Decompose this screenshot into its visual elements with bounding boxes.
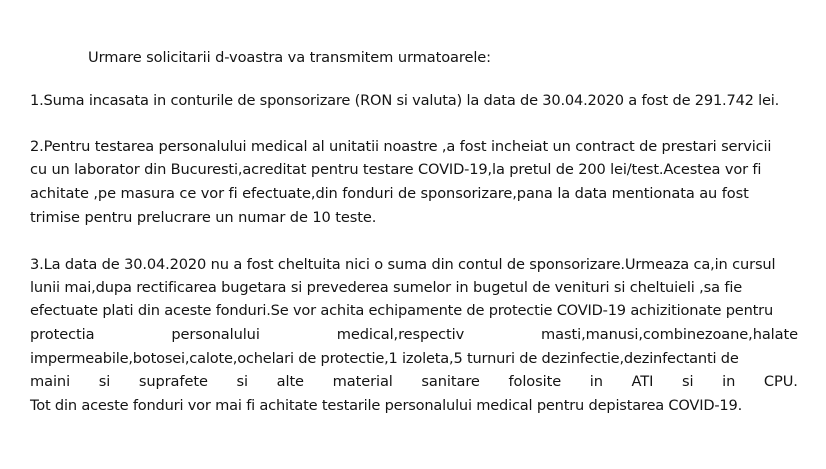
paragraph-1-line-1: 1.Suma incasata in conturile de sponsorizare (RON si valuta) la data de 30.04.2020 a fost de 291.742 lei. — [30, 92, 780, 109]
paragraph-2-line-4: trimise pentru prelucrare un numar de 10 teste. — [30, 209, 377, 226]
word: alte — [276, 373, 304, 390]
word: masti,manusi,combinezoane,halate — [541, 326, 798, 343]
word: si — [681, 373, 694, 390]
word: si — [236, 373, 248, 390]
paragraph-3-line-4 — [30, 326, 798, 344]
word: material — [332, 373, 393, 390]
word: folosite — [508, 373, 562, 390]
paragraph-3-line-2: lunii mai,dupa rectificarea bugetara si prevederea sumelor in bugetul de venituri si cheltuieli ,sa fie — [30, 279, 743, 296]
paragraph-2-line-2: cu un laborator din Bucuresti,acreditat pentru testare COVID-19,la pretul de 200 lei/test.Acestea vor fi — [30, 161, 762, 178]
paragraph-2-line-1: 2.Pentru testarea personalului medical al unitatii noastre ,a fost incheiat un contract de prestari servicii — [30, 138, 772, 155]
paragraph-3-line-3: efectuate plati din aceste fonduri.Se vor achita echipamente de protectie COVID-19 achizitionate pentru — [30, 302, 773, 319]
paragraph-2-line-3: achitate ,pe masura ce vor fi efectuate,din fonduri de sponsorizare,pana la data mentionata au fost — [30, 185, 749, 202]
word: medical,respectiv — [336, 326, 465, 343]
word: si — [98, 373, 111, 390]
word: in — [722, 373, 736, 390]
word: CPU. — [763, 373, 798, 390]
word: in — [589, 373, 603, 390]
paragraph-3-line-1: 3.La data de 30.04.2020 nu a fost cheltuita nici o suma din contul de sponsorizare.Urmeaza ca,in cursul — [30, 256, 776, 273]
paragraph-3-line-7: Tot din aceste fonduri vor mai fi achitate testarile personalului medical pentru depistarea COVID-19. — [30, 397, 743, 414]
word: maini — [30, 373, 71, 390]
intro-line: Urmare solicitarii d-voastra va transmitem urmatoarele: — [88, 49, 491, 66]
word: protectia — [30, 326, 95, 343]
word: personalului — [171, 326, 260, 343]
word: ATI — [631, 373, 654, 390]
word: suprafete — [138, 373, 208, 390]
word: sanitare — [421, 373, 480, 390]
paragraph-3-line-6 — [30, 373, 798, 391]
paragraph-3-line-5: impermeabile,botosei,calote,ochelari de protectie,1 izoleta,5 turnuri de dezinfectie,dezinfectanti de — [30, 350, 739, 367]
